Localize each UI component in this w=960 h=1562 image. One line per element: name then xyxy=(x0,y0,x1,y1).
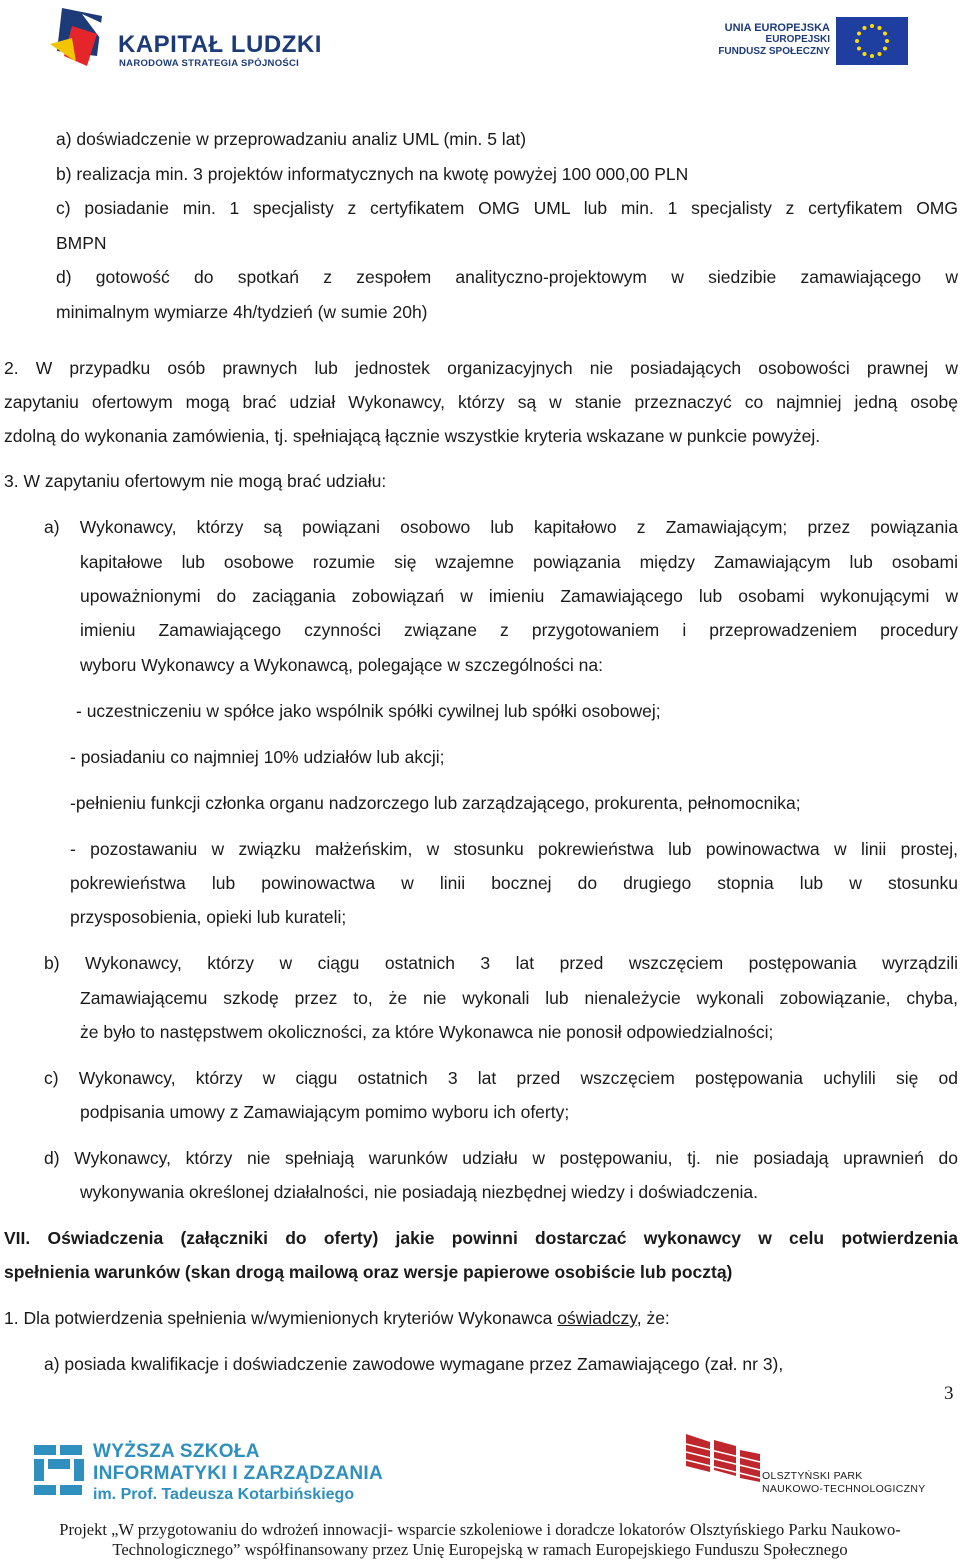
section-vii-heading-line: spełnienia warunków (skan drogą mailową oraz wersje papierowe osobiście lub pocztą) xyxy=(4,1262,733,1282)
requirement-d: d) gotowość do spotkań z zespołem analityczno-projektowym w siedzibie zamawiającego w xyxy=(56,267,958,287)
dash-item-4-line: - pozostawaniu w związku małżeńskim, w stosunku pokrewieństwa lub powinowactwa w linii prostej, xyxy=(70,839,958,859)
exclusion-b-line: Zamawiającemu szkodę przez to, że nie wykonali lub nienależycie wykonali zobowiązanie, chyba, xyxy=(80,988,958,1008)
dash-item-2: - posiadaniu co najmniej 10% udziałów lub akcji; xyxy=(70,747,445,767)
olsztynski-park-logo-mark xyxy=(680,1432,770,1496)
olsztynski-park-text xyxy=(762,1470,926,1496)
dash-item-4-line: pokrewieństwa lub powinowactwa w linii bocznej do drugiego stopnia lub w stosunku xyxy=(70,873,958,893)
requirement-a: a) doświadczenie w przeprowadzaniu analiz UML (min. 5 lat) xyxy=(56,129,527,149)
point-1-text: 1. Dla potwierdzenia spełnienia w/wymienionych kryteriów Wykonawca xyxy=(4,1308,558,1328)
exclusion-a-line: upoważnionymi do zaciągania zobowiązań w imieniu Zamawiającego lub osobami wykonującymi w xyxy=(80,586,958,606)
requirement-b: b) realizacja min. 3 projektów informatycznych na kwotę powyżej 100 000,00 PLN xyxy=(56,164,689,184)
page-number: 3 xyxy=(944,1383,954,1404)
exclusion-a-line: wyboru Wykonawcy a Wykonawcą, polegające w szczególności na: xyxy=(80,655,603,675)
paragraph-2-line: 2. W przypadku osób prawnych lub jednostek organizacyjnych nie posiadających osobowości prawnej w xyxy=(4,358,958,378)
exclusion-d-line: d) Wykonawcy, którzy nie spełniają warunków udziału w postępowaniu, tj. nie posiadają uprawnień do xyxy=(44,1148,958,1168)
dash-item-4-line: przysposobienia, opieki lub kurateli; xyxy=(70,907,347,927)
kapital-ludzki-subtitle: NARODOWA STRATEGIA SPÓJNOŚCI xyxy=(119,58,300,69)
exclusion-b-line: b) Wykonawcy, którzy w ciągu ostatnich 3 lat przed wszczęciem postępowania wyrządzili xyxy=(44,953,958,973)
paragraph-2-line: zdolną do wykonania zamówienia, tj. spełniającą łącznie wszystkie kryteria wskazane w punkcie powyżej. xyxy=(4,426,821,446)
exclusion-a-line: kapitałowe lub osobowe rozumie się wzajemne powiązania między Zamawiającym lub osobami xyxy=(80,552,958,572)
section-vii-point-a: a) posiada kwalifikacje i doświadczenie zawodowe wymagane przez Zamawiającego (zał. nr 3), xyxy=(44,1354,784,1374)
point-1-underlined-word: oświadczy xyxy=(557,1308,637,1328)
project-footer-line-1: Projekt „W przygotowaniu do wdrożeń innowacji- wsparcie szkoleniowe i doradcze lokatorów Olsztyńskiego Parku Naukowo- xyxy=(59,1520,901,1539)
eu-logo-text xyxy=(718,22,830,58)
requirement-c-cont: BMPN xyxy=(56,233,107,253)
park-line-1: OLSZTYŃSKI PARK xyxy=(762,1470,863,1482)
dash-item-1: - uczestniczeniu w spółce jako wspólnik spółki cywilnej lub spółki osobowej; xyxy=(76,701,661,721)
exclusion-b-line: że było to następstwem okoliczności, za które Wykonawca nie ponosił odpowiedzialności; xyxy=(80,1022,774,1042)
requirement-c: c) posiadanie min. 1 specjalisty z certyfikatem OMG UML lub min. 1 specjalisty z certyfikatem OMG xyxy=(56,198,958,218)
exclusion-a-line: a) Wykonawcy, którzy są powiązani osobowo lub kapitałowo z Zamawiającym; przez powiązania xyxy=(44,517,958,537)
eu-flag-icon xyxy=(836,17,908,65)
kapital-ludzki-title: KAPITAŁ LUDZKI xyxy=(118,31,322,58)
project-footer-line-2: Technologicznego” współfinansowany przez Unię Europejską w ramach Europejskiego Funduszu Społecznego xyxy=(112,1540,848,1559)
eu-line-2: EUROPEJSKI xyxy=(765,34,830,45)
section-vii-point-1 xyxy=(4,1307,670,1329)
eu-line-1: UNIA EUROPEJSKA xyxy=(724,22,830,34)
exclusion-c-line: podpisania umowy z Zamawiającym pomimo wyboru ich oferty; xyxy=(80,1102,570,1122)
requirement-d-cont: minimalnym wymiarze 4h/tydzień (w sumie 20h) xyxy=(56,302,428,322)
exclusion-c-line: c) Wykonawcy, którzy w ciągu ostatnich 3 lat przed wszczęciem postępowania uchylili się od xyxy=(44,1068,958,1088)
exclusion-d-line: wykonywania określonej działalności, nie posiadają niezbędnej wiedzy i doświadczenia. xyxy=(80,1182,759,1202)
exclusion-a-line: imieniu Zamawiającego czynności związane z przygotowaniem i przeprowadzeniem procedury xyxy=(80,620,958,640)
paragraph-2-line: zapytaniu ofertowym mogą brać udział Wykonawcy, którzy są w stanie przeznaczyć co najmniej jedną osobę xyxy=(4,392,958,412)
wsiiz-line-1: WYŻSZA SZKOŁA xyxy=(93,1441,260,1462)
section-vii-heading-line: VII. Oświadczenia (załączniki do oferty) jakie powinni dostarczać wykonawcy w celu potwierdzenia xyxy=(4,1228,958,1248)
wsiiz-line-2: INFORMATYKI I ZARZĄDZANIA xyxy=(93,1463,384,1484)
point-1-text-end: , że: xyxy=(636,1308,670,1328)
wsiiz-line-3: im. Prof. Tadeusza Kotarbińskiego xyxy=(93,1486,355,1503)
paragraph-3-heading: 3. W zapytaniu ofertowym nie mogą brać udziału: xyxy=(4,471,387,491)
dash-item-3: -pełnieniu funkcji członka organu nadzorczego lub zarządzającego, prokurenta, pełnomocnika; xyxy=(70,793,801,813)
eu-line-3: FUNDUSZ SPOŁECZNY xyxy=(718,46,830,57)
park-line-2: NAUKOWO-TECHNOLOGICZNY xyxy=(762,1483,926,1495)
